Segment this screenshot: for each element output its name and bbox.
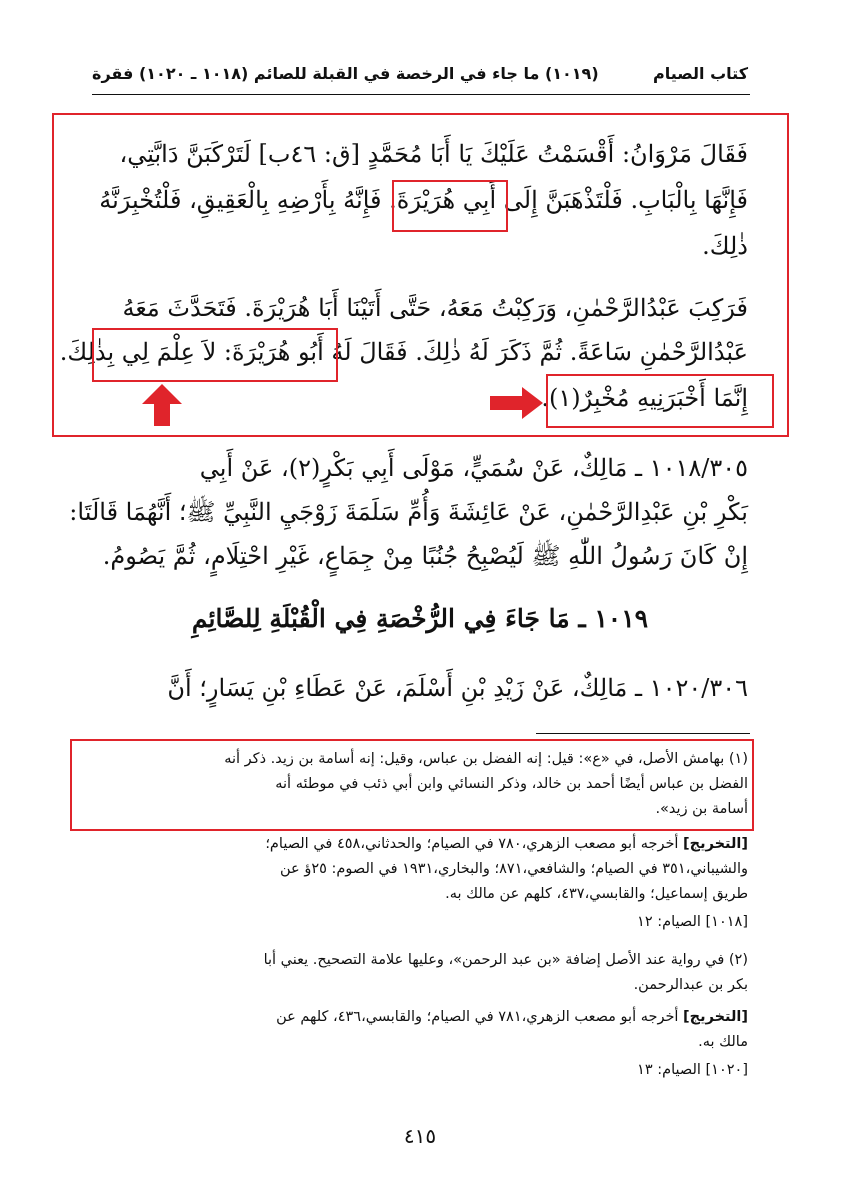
takhrij-text: أخرجه أبو مصعب الزهري،٧٨١ في الصيام؛ والقابسي،٤٣٦، كلهم عن [276, 1009, 684, 1025]
up-arrow-icon [140, 382, 184, 428]
takhrij-line [276, 1005, 748, 1029]
takhrij-line: طريق إسماعيل؛ والقابسي،٤٣٧، كلهم عن مالك به. [445, 886, 748, 902]
takhrij-line: مالك به. [698, 1034, 748, 1050]
text-line: فَرَكِبَ عَبْدُالرَّحْمٰنِ، وَرَكِبْتُ مَعَهُ، حَتَّى أَتَيْنَا أَبَا هُرَيْرَةَ. فَتَحَدَّثَ مَعَهُ [122, 294, 748, 322]
takhrij-line [265, 832, 748, 856]
footnote-rule [536, 733, 750, 734]
takhrij-label: [التخريج] [683, 1009, 748, 1025]
reference-line: [١٠١٨] الصيام: ١٢ [637, 914, 748, 930]
book-title: كتاب الصيام [652, 64, 748, 83]
footnote-line: (١) بهامش الأصل، في «ع»: قيل: إنه الفضل بن عباس، وقيل: إنه أسامة بن زيد. ذكر أنه [224, 751, 748, 767]
header-rule [92, 94, 750, 95]
footnote-line: الفضل بن عباس أيضًا أحمد بن خالد، وذكر النسائي وابن أبي ذئب في موطئه أنه [275, 776, 748, 792]
highlight-box-statement [92, 328, 338, 382]
chapter-heading: ١٠١٩ ـ مَا جَاءَ فِي الرُّخْصَةِ فِي الْقُبْلَةِ لِلصَّائِمِ [191, 604, 649, 633]
text-line: ١٠٢٠/٣٠٦ ـ مَالِكٌ، عَنْ زَيْدِ بْنِ أَسْلَمَ، عَنْ عَطَاءِ بْنِ يَسَارٍ؛ أَنَّ [167, 674, 748, 702]
text-line: عَبْدُالرَّحْمٰنِ سَاعَةً. ثُمَّ ذَكَرَ لَهُ ذٰلِكَ. فَقَالَ لَهُ أَبُو هُرَيْرَةَ: لاَ عِلْمَ لِي بِذٰلِكَ. [59, 338, 748, 366]
text-line: فَقَالَ مَرْوَانُ: أَقْسَمْتُ عَلَيْكَ يَا أَبَا مُحَمَّدٍ [ق: ٤٦ب] لَتَرْكَبَنَّ دَابَّتِي، [119, 140, 748, 168]
text-line: بَكْرِ بْنِ عَبْدِالرَّحْمٰنِ، عَنْ عَائِشَةَ وَأُمِّ سَلَمَةَ زَوْجَيِ النَّبِيِّ ﷺ؛ أَنَّهُمَا قَالَتَا: [69, 498, 748, 526]
reference-line: [١٠٢٠] الصيام: ١٣ [637, 1062, 748, 1078]
text-line: ذٰلِكَ. [702, 232, 748, 260]
footnote-line: أسامة بن زيد». [655, 801, 748, 817]
takhrij-label: [التخريج] [683, 836, 748, 852]
running-header [92, 64, 748, 90]
highlight-box-abu-hurayra [392, 180, 508, 232]
takhrij-text: أخرجه أبو مصعب الزهري،٧٨٠ في الصيام؛ والحدثاني،٤٥٨ في الصيام؛ [265, 836, 684, 852]
text-line: إِنْ كَانَ رَسُولُ اللّٰهِ ﷺ لَيُصْبِحُ جُنُبًا مِنْ جِمَاعٍ، غَيْرِ احْتِلَامٍ، ثُمَّ يَصُومُ. [102, 542, 748, 570]
highlight-box-informant [546, 374, 774, 428]
takhrij-line: والشيباني،٣٥١ في الصيام؛ والشافعي،٨٧١؛ والبخاري،١٩٣١ في الصوم: ٢٥ؤ عن [280, 861, 748, 877]
right-arrow-icon [488, 386, 544, 420]
text-line: فَإِنَّهَا بِالْبَابِ. فَلْتَذْهَبَنَّ إِلَى أَبِي هُرَيْرَةَ. فَإِنَّهُ بِأَرْضِهِ بِالْعَقِيقِ، فَلْتُخْبِرَنَّهُ [99, 186, 748, 214]
chapter-title: (١٠١٩) ما جاء في الرخصة في القبلة للصائم (١٠١٨ ـ ١٠٢٠) فقرة [92, 64, 599, 83]
page-number: ٤١٥ [403, 1124, 437, 1148]
text-line: ١٠١٨/٣٠٥ ـ مَالِكٌ، عَنْ سُمَيٍّ، مَوْلَى أَبِي بَكْرٍ(٢)، عَنْ أَبِي [199, 454, 748, 482]
footnote-line: بكر بن عبدالرحمن. [633, 977, 748, 993]
text-line: إِنَّمَا أَخْبَرَنِيهِ مُخْبِرٌ(١). [541, 384, 748, 412]
footnote-line: (٢) في رواية عند الأصل إضافة «بن عبد الرحمن»، وعليها علامة التصحيح. يعني أبا [263, 952, 748, 968]
